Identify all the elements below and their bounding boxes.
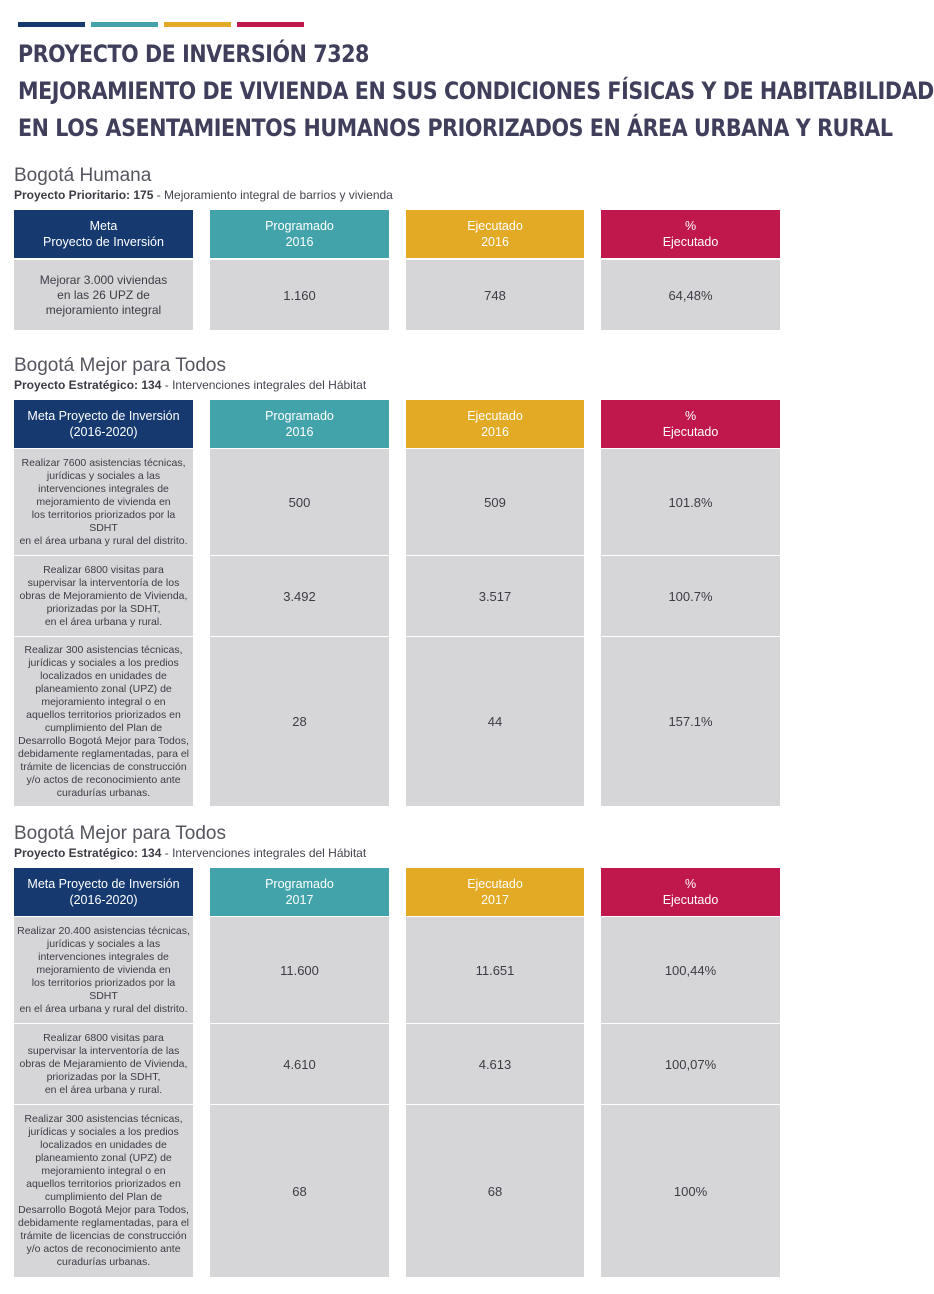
- project-text: - Intervenciones integrales del Hábitat: [161, 846, 367, 860]
- project-label: Proyecto Estratégico: 134: [14, 846, 162, 860]
- programado-cell: 68: [210, 1105, 389, 1277]
- ejecutado-cell: 3.517: [406, 556, 584, 636]
- project-label: Proyecto Prioritario: 175: [14, 188, 154, 202]
- header-porcentaje: % Ejecutado: [601, 868, 780, 916]
- porcentaje-cell: 100.7%: [601, 556, 780, 636]
- porcentaje-cell: 101.8%: [601, 449, 780, 555]
- project-label: Proyecto Estratégico: 134: [14, 378, 162, 392]
- stripe-gold: [164, 22, 231, 27]
- ejecutado-cell: 509: [406, 449, 584, 555]
- section-title: Bogotá Mejor para Todos: [14, 823, 226, 844]
- stripe-navy: [18, 22, 85, 27]
- programado-cell: 500: [210, 449, 389, 555]
- table-row: [14, 556, 780, 636]
- section-title: Bogotá Humana: [14, 165, 152, 186]
- header-ejecutado: Ejecutado 2016: [406, 210, 584, 258]
- programado-cell: 1.160: [210, 260, 389, 330]
- ejecutado-cell: 68: [406, 1105, 584, 1277]
- title-line-1: PROYECTO DE INVERSIÓN 7328: [18, 40, 369, 68]
- programado-cell: 4.610: [210, 1024, 389, 1104]
- stripe-teal: [91, 22, 158, 27]
- table-row: [14, 260, 780, 330]
- programado-cell: 28: [210, 637, 389, 806]
- porcentaje-cell: 100,44%: [601, 917, 780, 1023]
- porcentaje-cell: 100%: [601, 1105, 780, 1277]
- section-bogota-mejor-2016: [14, 355, 780, 806]
- title-line-3: EN LOS ASENTAMIENTOS HUMANOS PRIORIZADOS EN ÁREA URBANA Y RURAL: [18, 114, 893, 142]
- stripe-red: [237, 22, 304, 27]
- header-meta: Meta Proyecto de Inversión: [14, 210, 193, 258]
- header-meta: Meta Proyecto de Inversión (2016-2020): [14, 868, 193, 916]
- page-title: [18, 36, 934, 147]
- ejecutado-cell: 4.613: [406, 1024, 584, 1104]
- header-porcentaje: % Ejecutado: [601, 400, 780, 448]
- meta-cell: Realizar 6800 visitas para supervisar la interventoría de las obras de Mejaramiento de Vivienda, priorizadas por la SDHT, en el área urbana y rural.: [14, 1024, 193, 1104]
- header-porcentaje: % Ejecutado: [601, 210, 780, 258]
- ejecutado-cell: 748: [406, 260, 584, 330]
- section-subtitle: [14, 378, 780, 393]
- ejecutado-cell: 44: [406, 637, 584, 806]
- color-stripes: [18, 22, 304, 27]
- programado-cell: 11.600: [210, 917, 389, 1023]
- section-subtitle: [14, 188, 780, 203]
- meta-cell: Realizar 6800 visitas para supervisar la interventoría de los obras de Mejoramiento de Vivienda, priorizadas por la SDHT, en el área urbana y rural.: [14, 556, 193, 636]
- header-programado: Programado 2016: [210, 210, 389, 258]
- section-bogota-mejor-2017: [14, 823, 780, 1277]
- section-title: Bogotá Mejor para Todos: [14, 355, 226, 376]
- porcentaje-cell: 100,07%: [601, 1024, 780, 1104]
- meta-cell: Realizar 300 asistencias técnicas, jurídicas y sociales a los predios localizados en unidades de planeamiento zonal (UPZ) de mejoramiento integral o en aquellos territorios priorizados en cumplimiento del Plan de Desarrollo Bogotá Mejor para Todos, debidamente reglamentadas, para el trámite de licencias de construcción y/o actos de reconocimiento ante curadurías urbanas.: [14, 1105, 193, 1277]
- header-ejecutado: Ejecutado 2017: [406, 868, 584, 916]
- header-ejecutado: Ejecutado 2016: [406, 400, 584, 448]
- ejecutado-cell: 11.651: [406, 917, 584, 1023]
- header-meta: Meta Proyecto de Inversión (2016-2020): [14, 400, 193, 448]
- programado-cell: 3.492: [210, 556, 389, 636]
- table-header: [14, 400, 780, 448]
- header-programado: Programado 2017: [210, 868, 389, 916]
- table-row: [14, 1024, 780, 1104]
- header-programado: Programado 2016: [210, 400, 389, 448]
- title-line-2: MEJORAMIENTO DE VIVIENDA EN SUS CONDICIONES FÍSICAS Y DE HABITABILIDAD: [18, 77, 934, 105]
- porcentaje-cell: 157.1%: [601, 637, 780, 806]
- table-row: [14, 917, 780, 1023]
- table-row: [14, 637, 780, 806]
- section-bogota-humana: [14, 165, 780, 330]
- meta-cell: Realizar 7600 asistencias técnicas, jurídicas y sociales a las intervenciones integrales de mejoramiento de vivienda en los territorios priorizados por la SDHT en el área urbana y rural del distrito.: [14, 449, 193, 555]
- table-header: [14, 210, 780, 258]
- project-text: - Intervenciones integrales del Hábitat: [161, 378, 367, 392]
- table-row: [14, 1105, 780, 1277]
- project-text: - Mejoramiento integral de barrios y vivienda: [153, 188, 393, 202]
- section-subtitle: [14, 846, 780, 861]
- meta-cell: Realizar 300 asistencias técnicas, jurídicas y sociales a los predios localizados en unidades de planeamiento zonal (UPZ) de mejoramiento integral o en aquellos territorios priorizados en cumplimiento del Plan de Desarrollo Bogotá Mejor para Todos, debidamente reglamentadas, para el trámite de licencias de construcción y/o actos de reconocimiento ante curadurías urbanas.: [14, 637, 193, 806]
- table-row: [14, 449, 780, 555]
- porcentaje-cell: 64,48%: [601, 260, 780, 330]
- table-header: [14, 868, 780, 916]
- meta-cell: Mejorar 3.000 viviendas en las 26 UPZ de mejoramiento integral: [14, 260, 193, 330]
- meta-cell: Realizar 20.400 asistencias técnicas, jurídicas y sociales a las intervenciones integrales de mejoramiento de vivienda en los territorios priorizados por la SDHT en el área urbana y rural del distrito.: [14, 917, 193, 1023]
